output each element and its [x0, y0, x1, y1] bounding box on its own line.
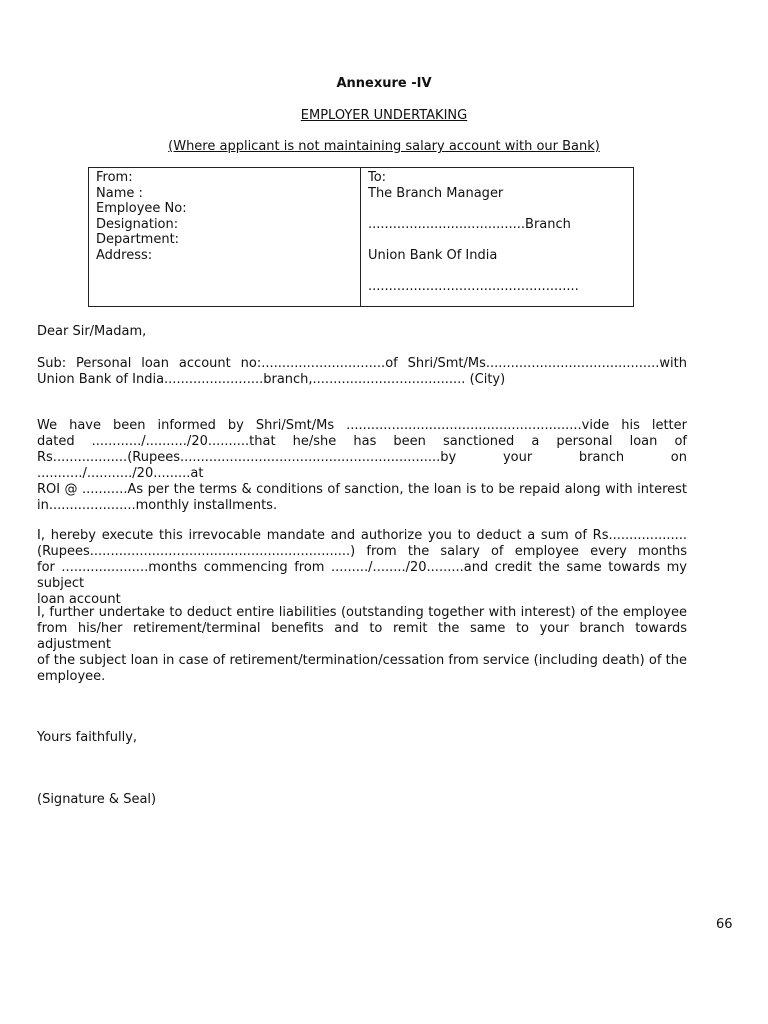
branch-manager-label: The Branch Manager	[368, 185, 504, 201]
mandate-line-3: for .....................months commencing from ........./......../20.........and credit the same towards my subject	[37, 560, 687, 591]
intimation-line-1: We have been informed by Shri/Smt/Ms .........................................................vide his letter	[37, 418, 687, 433]
address-table-divider	[360, 168, 361, 306]
address-label: Address:	[96, 247, 153, 263]
bank-name: Union Bank Of India	[368, 247, 498, 263]
to-label: To:	[368, 170, 387, 185]
page-number: 66	[716, 917, 733, 932]
designation-label: Designation:	[96, 216, 179, 232]
intimation-line-3: Rs..................(Rupees...............................................................by your branch on .........../.........../20.........at	[37, 450, 687, 481]
closing-text: Yours faithfully,	[37, 730, 138, 745]
mandate-line-4: loan account	[37, 592, 121, 607]
branch-line: ......................................Branch	[368, 216, 571, 232]
mandate-line-2: (Rupees...............................................................) from the salary of employee every months	[37, 544, 687, 559]
signature-seal-label: (Signature & Seal)	[37, 792, 157, 807]
from-label: From:	[96, 170, 133, 185]
intimation-line-4: ROI @ ...........As per the terms & conditions of sanction, the loan is to be repaid along with interest	[37, 482, 687, 497]
subject-line	[37, 356, 687, 388]
mandate-paragraph	[37, 528, 687, 608]
undertaking-line-2: from his/her retirement/terminal benefits and to remit the same to your branch towards adjustment	[37, 621, 687, 652]
undertaking-line-1: I, further undertake to deduct entire liabilities (outstanding together with interest) of the employee	[37, 605, 687, 620]
document-subtitle: EMPLOYER UNDERTAKING	[300, 108, 468, 123]
intimation-line-5: in.....................monthly installments.	[37, 498, 278, 513]
department-label: Department:	[96, 232, 180, 248]
undertaking-line-3: of the subject loan in case of retirement/termination/cessation from service (including death) of the	[37, 653, 687, 668]
annexure-title: Annexure -IV	[336, 76, 432, 91]
intimation-paragraph	[37, 418, 687, 514]
subject-line-2: Union Bank of India........................branch,..................................... (City)	[37, 372, 506, 387]
employee-no-label: Employee No:	[96, 201, 187, 217]
intimation-line-2: dated ............/........../20..........that he/she has been sanctioned a personal loan of	[37, 434, 687, 449]
salutation: Dear Sir/Madam,	[37, 324, 147, 339]
applicability-note: (Where applicant is not maintaining salary account with our Bank)	[168, 139, 600, 154]
to-block	[368, 170, 579, 295]
from-block	[96, 170, 187, 264]
undertaking-line-4: employee.	[37, 669, 106, 684]
undertaking-paragraph	[37, 605, 687, 685]
name-field-label: Name :	[96, 185, 143, 201]
address-dots-line: ...................................................	[368, 279, 579, 295]
mandate-line-1: I, hereby execute this irrevocable mandate and authorize you to deduct a sum of Rs...................	[37, 528, 687, 543]
address-table	[88, 167, 634, 307]
subject-line-1: Sub: Personal loan account no:..............................of Shri/Smt/Ms..........................................with	[37, 356, 687, 371]
